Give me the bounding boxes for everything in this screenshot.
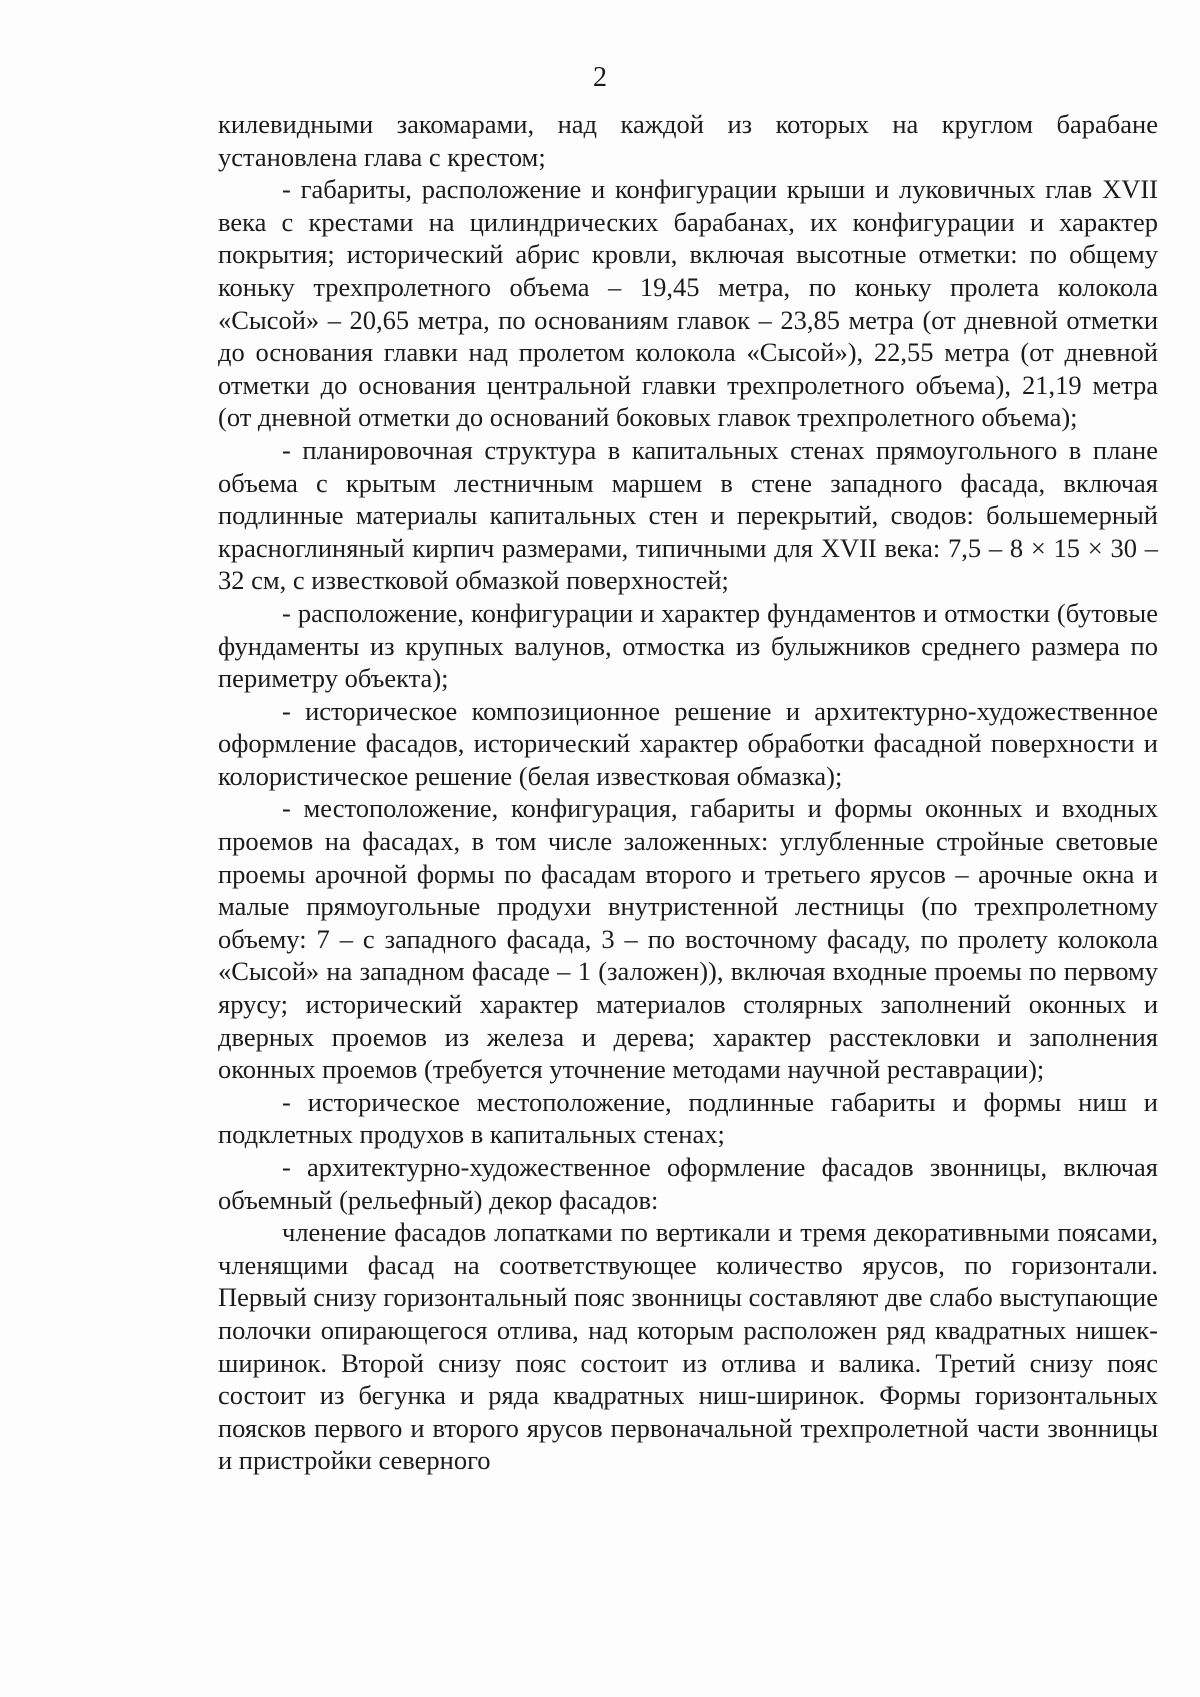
paragraph-6: - местоположение, конфигурация, габариты и формы оконных и входных проемов на фасадах, в том числе заложенных: углубленные стройные световые проемы арочной формы по фасадам второго и третьего ярусов – арочные окна и малые прямоугольные продухи внутристенной лестницы (по трехпролетному объему: 7 – с западного фасада, 3 – по восточному фасаду, по пролету колокола «Сысой» на западном фасаде – 1 (заложен)), включая входные проемы по первому ярусу; исторический характер материалов столярных заполнений оконных и дверных проемов из железа и дерева; характер расстекловки и заполнения оконных проемов (требуется уточнение методами научной реставрации); xyxy=(218,793,1158,1085)
paragraph-7: - историческое местоположение, подлинные габариты и формы ниш и подклетных продухов в капитальных стенах; xyxy=(218,1086,1158,1150)
page-number: 2 xyxy=(593,62,607,93)
paragraph-4: - расположение, конфигурации и характер фундаментов и отмостки (бутовые фундаменты из крупных валунов, отмостка из булыжников среднего размера по периметру объекта); xyxy=(218,597,1158,694)
paragraph-2: - габариты, расположение и конфигурации крыши и луковичных глав XVII века с крестами на цилиндрических барабанах, их конфигурации и характер покрытия; исторический абрис кровли, включая высотные отметки: по общему коньку трехпролетного объема – 19,45 метра, по коньку пролета колокола «Сысой» – 20,65 метра, по основаниям главок – 23,85 метра (от дневной отметки до основания главки над пролетом колокола «Сысой»), 22,55 метра (от дневной отметки до основания центральной главки трехпролетного объема), 21,19 метра (от дневной отметки до оснований боковых главок трехпролетного объема); xyxy=(218,174,1158,433)
paragraph-9: членение фасадов лопатками по вертикали и тремя декоративными поясами, членящими фасад на соответствующее количество ярусов, по горизонтали. Первый снизу горизонтальный пояс звонницы составляют две слабо выступающие полочки опирающегося отлива, над которым расположен ряд квадратных нишек-ширинок. Второй снизу пояс состоит из отлива и валика. Третий снизу пояс состоит из бегунка и ряда квадратных ниш-ширинок. Формы горизонтальных поясков первого и второго ярусов первоначальной трехпролетной части звонницы и пристройки северного xyxy=(218,1217,1158,1476)
paragraph-5: - историческое композиционное решение и архитектурно-художественное оформление фасадов, исторический характер обработки фасадной поверхности и колористическое решение (белая известковая обмазка); xyxy=(218,695,1158,791)
paragraph-1: килевидными закомарами, над каждой из которых на круглом барабане установлена глава с крестом; xyxy=(218,109,1158,172)
paragraph-3: - планировочная структура в капитальных стенах прямоугольного в плане объема с крытым лестничным маршем в стене западного фасада, включая подлинные материалы капитальных стен и перекрытий, сводов: большемерный красноглиняный кирпич размерами, типичными для XVII века: 7,5 – 8 × 15 × 30 – 32 см, с известковой обмазкой поверхностей; xyxy=(218,434,1158,596)
body-text xyxy=(218,108,1158,1477)
paragraph-8: - архитектурно-художественное оформление фасадов звонницы, включая объемный (рельефный) декор фасадов: xyxy=(218,1152,1158,1215)
